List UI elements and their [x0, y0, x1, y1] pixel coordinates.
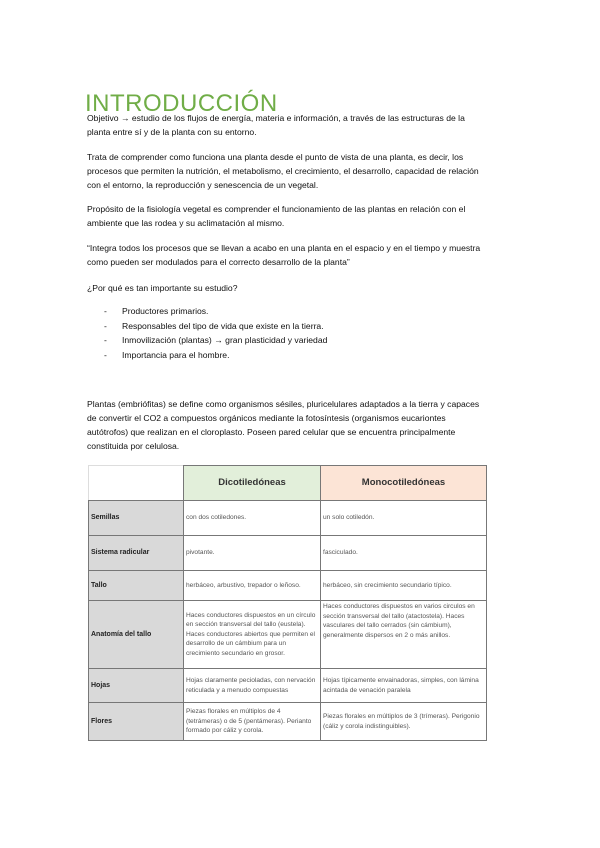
text-line: planta entre sí y de la planta con su entorno.: [87, 127, 257, 137]
dicot-cell: herbáceo, arbustivo, trepador o leñoso.: [184, 571, 321, 601]
list-item-text: Inmovilización (plantas) → gran plasticidad y variedad: [122, 335, 328, 345]
plants-paragraph: [87, 397, 479, 453]
list-item: - Importancia para el hombre.: [104, 348, 327, 363]
mono-cell: un solo cotiledón.: [321, 501, 487, 536]
row-label: Sistema radicular: [89, 536, 184, 571]
dicot-cell: pivotante.: [184, 536, 321, 571]
row-label: Flores: [89, 703, 184, 741]
text-line: con el entorno, la reproducción y senescencia de un vegetal.: [87, 180, 319, 190]
text-line: de convertir el CO2 a compuestos orgánicos mediante la fotosíntesis (organismos eucariontes: [87, 413, 446, 423]
mono-cell: Haces conductores dispuestos en varios circulos en sección transversal del tallo (atactostela). Haces vasculares del tallo cerrados (sin cámbium), generalmente dispersos en 2 o más anillos.: [321, 601, 487, 669]
comparison-table: [88, 465, 487, 741]
header-mono: Monocotiledóneas: [321, 466, 487, 501]
list-item-text: Responsables del tipo de vida que existe en la tierra.: [122, 320, 324, 331]
mono-cell: Hojas típicamente envainadoras, simples, con lámina acintada de venación paralela: [321, 669, 487, 703]
purpose-paragraph: [87, 202, 465, 230]
dicot-cell: Hojas claramente pecioladas, con nervación reticulada y a menudo compuestas: [184, 669, 321, 703]
text-line: Propósito de la fisiología vegetal es comprender el funcionamiento de las plantas en relación con el: [87, 204, 466, 214]
text-line: “Integra todos los procesos que se llevan a acabo en una planta en el espacio y en el tiempo y muestra: [87, 243, 481, 253]
question-heading: [87, 281, 237, 295]
list-item-text: Productores primarios.: [122, 306, 209, 316]
row-label: Tallo: [89, 571, 184, 601]
mono-cell: fasciculado.: [321, 536, 487, 571]
dicot-cell: Piezas florales en múltiplos de 4 (tetrámeras) o de 5 (pentámeras). Perianto formado por cáliz y corola.: [184, 703, 321, 741]
list-item: - Productores primarios.: [104, 304, 327, 319]
table-row: [89, 536, 487, 571]
text-line: Trata de comprender como funciona una planta desde el punto de vista de una planta, es decir, los: [87, 152, 464, 162]
text-line: procesos que permiten la nutrición, el metabolismo, el crecimiento, el desarrollo, capacidad de relación: [87, 166, 479, 176]
text-line: autótrofos) que realizan en el cloroplasto. Poseen pared celular que se encuentra principalmente: [87, 427, 456, 437]
dicot-cell: Haces conductores dispuestos en un círculo en sección transversal del tallo (eustela). Haces conductores abiertos que permiten el desarrollo de un cámbium para un crecimiento secundario en grosor.: [184, 601, 321, 669]
text-line: Plantas (embriófitas) se define como organismos sésiles, pluricelulares adaptados a la tierra y capaces: [87, 399, 480, 409]
text-line: ambiente que las rodea y su aclimatación al mismo.: [87, 218, 285, 228]
table-header-row: [89, 466, 487, 501]
mono-cell: herbáceo, sin crecimiento secundario típico.: [321, 571, 487, 601]
description-paragraph: [87, 150, 479, 192]
row-label: Hojas: [89, 669, 184, 703]
header-dicot: Dicotiledóneas: [184, 466, 321, 501]
list-item: - Responsables del tipo de vida que existe en la tierra.: [104, 319, 327, 334]
corner-cell: [89, 466, 184, 501]
row-label: Anatomía del tallo: [89, 601, 184, 669]
text-line: como pueden ser modulados para el correcto desarrollo de la planta”: [87, 257, 350, 267]
list-item-text: Importancia para el hombre.: [122, 349, 230, 360]
row-label: Semillas: [89, 501, 184, 536]
table-row: [89, 703, 487, 741]
objective-paragraph: [87, 111, 465, 139]
text-line: Objetivo → estudio de los flujos de energía, materia e información, a través de las estructuras de la: [87, 113, 465, 123]
list-item: - Inmovilización (plantas) → gran plasticidad y variedad: [104, 333, 327, 348]
page-title: INTRODUCCIÓN: [85, 90, 278, 118]
text-line: ¿Por qué es tan importante su estudio?: [87, 283, 238, 293]
text-line: constituida por celulosa.: [87, 441, 180, 451]
table-row: [89, 669, 487, 703]
quote-paragraph: [87, 241, 480, 269]
importance-list: [104, 304, 327, 362]
mono-cell: Piezas florales en múltiplos de 3 (trímeras). Perigonio (cáliz y corola indistinguibles).: [321, 703, 487, 741]
table-row: [89, 501, 487, 536]
table-row: [89, 571, 487, 601]
dicot-cell: con dos cotiledones.: [184, 501, 321, 536]
table-row: [89, 601, 487, 669]
